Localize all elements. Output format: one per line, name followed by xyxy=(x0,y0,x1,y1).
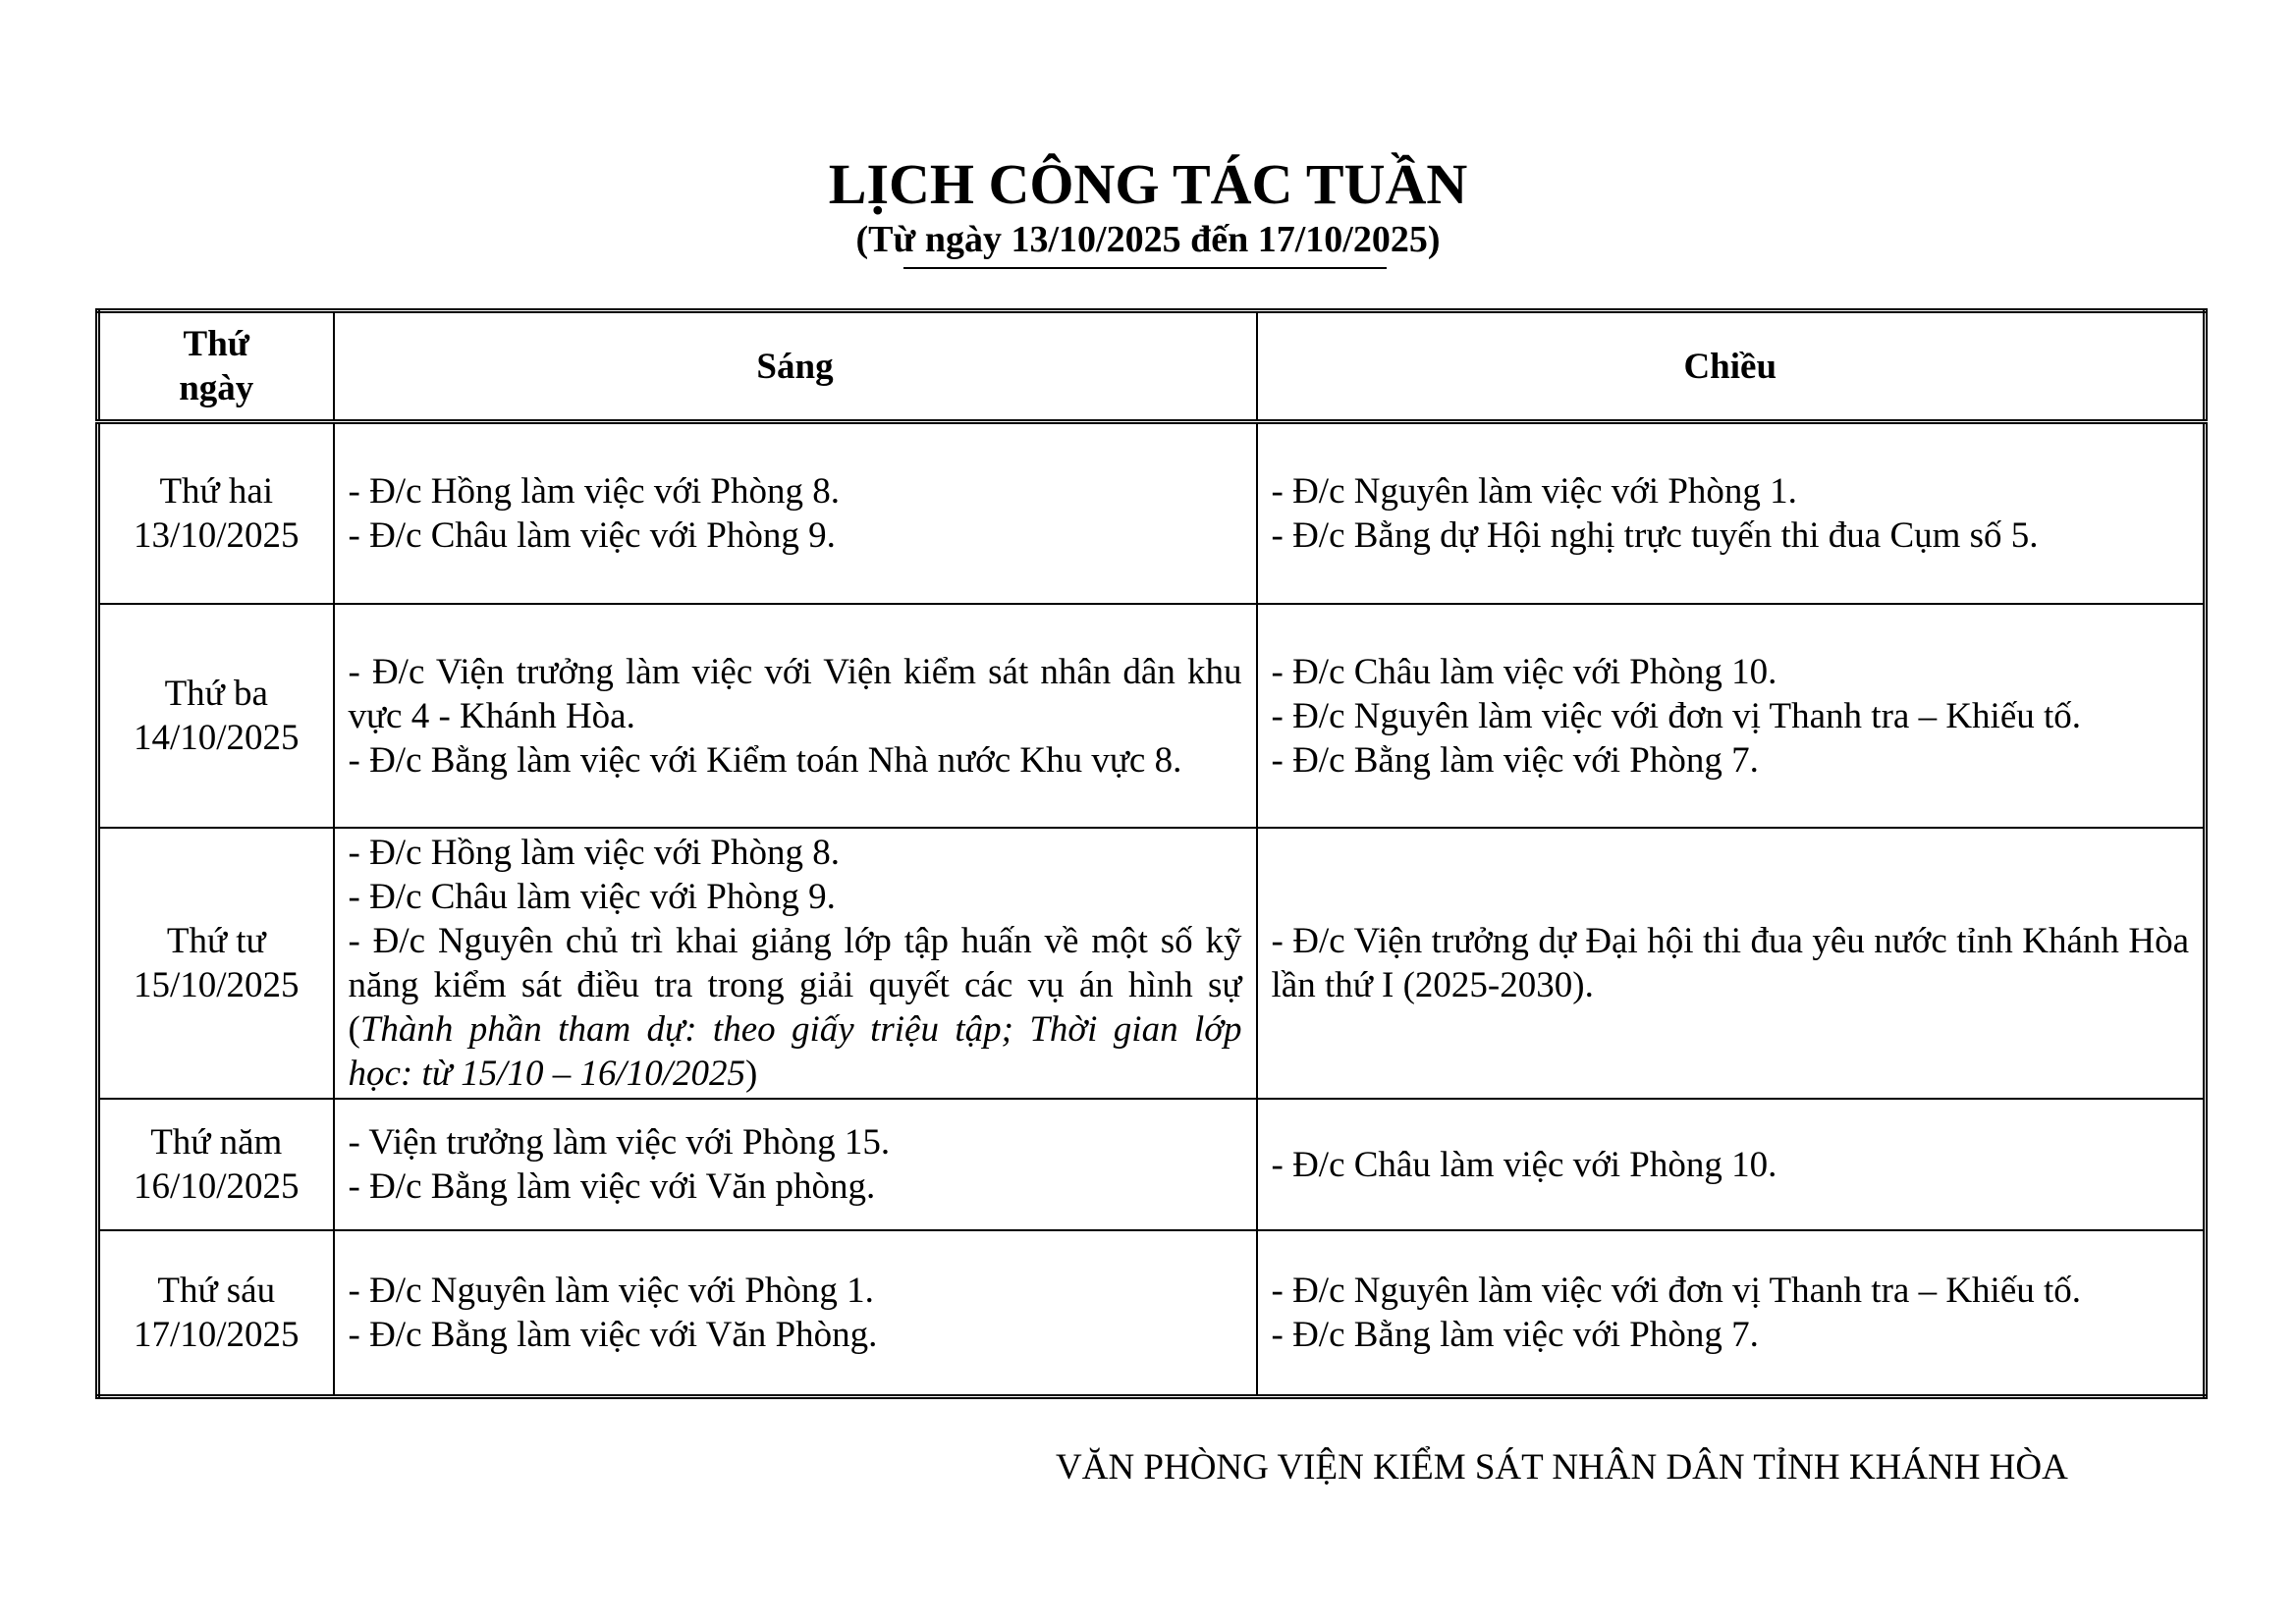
activity-item: - Đ/c Viện trưởng làm việc với Viện kiểm sát nhân dân khu vực 4 - Khánh Hòa. xyxy=(348,651,1242,736)
morning-cell xyxy=(334,1230,1257,1397)
afternoon-cell xyxy=(1257,828,2206,1099)
activity-note-italic: Thành phần tham dự: theo giấy triệu tập; Thời gian lớp học: từ 15/10 – 16/10/2025 xyxy=(348,1009,1242,1094)
date: 14/10/2025 xyxy=(133,718,300,758)
activity-text-end: ) xyxy=(745,1054,758,1094)
header-day-line2: ngày xyxy=(179,368,254,408)
date: 16/10/2025 xyxy=(133,1166,300,1207)
subtitle-underline xyxy=(903,267,1387,269)
activity-item: - Đ/c Châu làm việc với Phòng 10. xyxy=(1271,1144,1777,1185)
table-row xyxy=(98,1099,2206,1230)
activity-item: - Đ/c Châu làm việc với Phòng 9. xyxy=(348,877,836,917)
table-row xyxy=(98,828,2206,1099)
day-cell xyxy=(98,828,334,1099)
afternoon-cell xyxy=(1257,604,2206,828)
activity-item: - Viện trưởng làm việc với Phòng 15. xyxy=(348,1122,891,1163)
weekday: Thứ sáu xyxy=(157,1271,276,1311)
activity-item: - Đ/c Hồng làm việc với Phòng 8. xyxy=(348,471,840,512)
page-title: LỊCH CÔNG TÁC TUẦN xyxy=(828,152,1468,216)
morning-cell xyxy=(334,828,1257,1099)
morning-cell xyxy=(334,1099,1257,1230)
activity-item: - Đ/c Viện trưởng dự Đại hội thi đua yêu nước tỉnh Khánh Hòa lần thứ I (2025-2030). xyxy=(1271,921,2189,1005)
activity-item: - Đ/c Nguyên làm việc với Phòng 1. xyxy=(348,1271,874,1311)
activity-item: - Đ/c Bằng làm việc với Văn Phòng. xyxy=(348,1315,878,1355)
activity-item: - Đ/c Hồng làm việc với Phòng 8. xyxy=(348,833,840,873)
header-day xyxy=(98,311,334,422)
header-day-line1: Thứ xyxy=(183,324,249,364)
afternoon-cell xyxy=(1257,1099,2206,1230)
date: 13/10/2025 xyxy=(133,515,300,556)
table-row xyxy=(98,422,2206,605)
activity-item: - Đ/c Bằng làm việc với Kiểm toán Nhà nước Khu vực 8. xyxy=(348,739,1182,781)
weekly-schedule-table xyxy=(95,308,2208,1399)
table-row xyxy=(98,1230,2206,1397)
table-row xyxy=(98,604,2206,828)
activity-item: - Đ/c Nguyên làm việc với đơn vị Thanh tra – Khiếu tố. xyxy=(1271,1271,2082,1311)
header-morning: Sáng xyxy=(334,311,1257,422)
activity-item: - Đ/c Bằng làm việc với Phòng 7. xyxy=(1271,739,1759,781)
afternoon-cell xyxy=(1257,422,2206,605)
day-cell xyxy=(98,422,334,605)
day-cell xyxy=(98,604,334,828)
activity-item: - Đ/c Châu làm việc với Phòng 9. xyxy=(348,515,836,556)
activity-text: - Đ/c Nguyên chủ trì khai giảng lớp tập huấn về một số kỹ năng kiểm sát điều tra trong giải quyết các vụ án hình sự ( xyxy=(348,921,1242,1050)
activity-item: - Đ/c Bằng dự Hội nghị trực tuyến thi đua Cụm số 5. xyxy=(1271,515,2039,556)
afternoon-cell xyxy=(1257,1230,2206,1397)
header-afternoon: Chiều xyxy=(1257,311,2206,422)
table-header-row xyxy=(98,311,2206,422)
weekday: Thứ năm xyxy=(150,1122,283,1163)
morning-cell xyxy=(334,422,1257,605)
day-cell xyxy=(98,1230,334,1397)
date-range-subtitle: (Từ ngày 13/10/2025 đến 17/10/2025) xyxy=(855,219,1441,260)
date: 15/10/2025 xyxy=(133,965,300,1005)
activity-item: - Đ/c Bằng làm việc với Văn phòng. xyxy=(348,1166,876,1207)
weekday: Thứ ba xyxy=(164,674,268,714)
date: 17/10/2025 xyxy=(133,1315,300,1355)
activity-item: - Đ/c Châu làm việc với Phòng 10. xyxy=(1271,651,1777,692)
weekday: Thứ tư xyxy=(166,921,266,961)
activity-item: - Đ/c Nguyên làm việc với đơn vị Thanh tra – Khiếu tố. xyxy=(1271,695,2082,736)
issuing-office-signature: VĂN PHÒNG VIỆN KIỂM SÁT NHÂN DÂN TỈNH KHÁNH HÒA xyxy=(1056,1447,2068,1488)
morning-cell xyxy=(334,604,1257,828)
day-cell xyxy=(98,1099,334,1230)
activity-item: - Đ/c Nguyên làm việc với Phòng 1. xyxy=(1271,471,1797,512)
activity-item xyxy=(349,919,1242,1096)
weekday: Thứ hai xyxy=(159,471,274,512)
activity-item: - Đ/c Bằng làm việc với Phòng 7. xyxy=(1271,1315,1759,1355)
